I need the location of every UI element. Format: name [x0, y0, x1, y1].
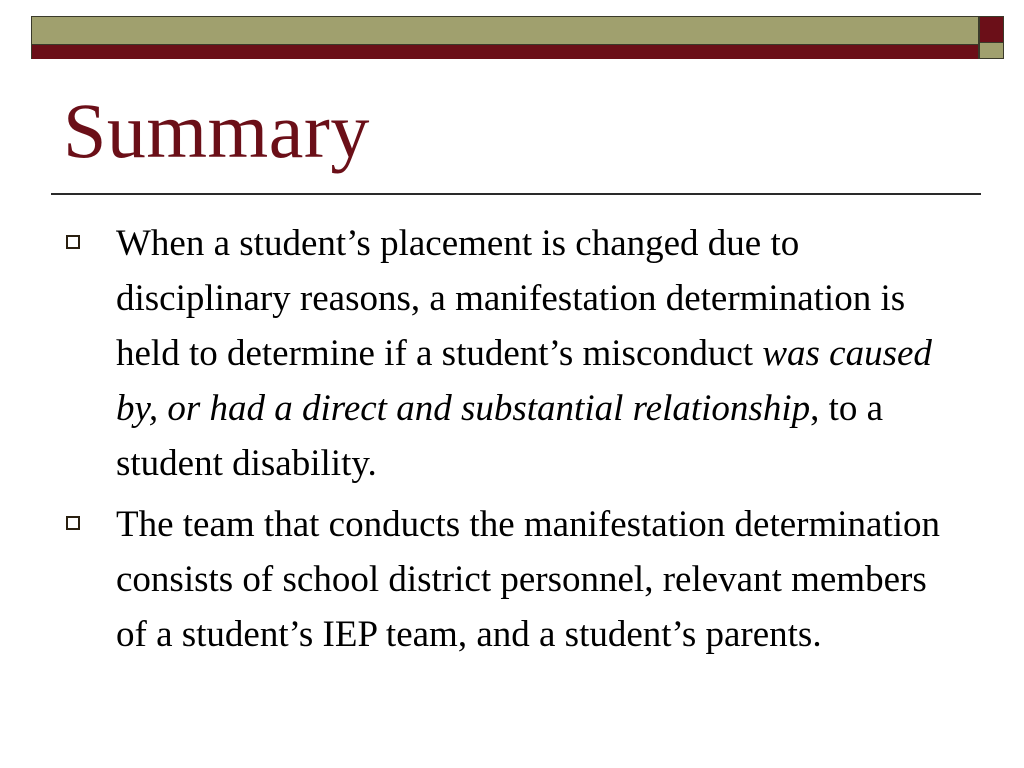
hollow-square-icon [66, 235, 80, 249]
bullet-text-part: , to a student disability. [116, 388, 884, 484]
corner-olive-square [979, 42, 1004, 59]
title-divider [51, 193, 981, 195]
hollow-square-icon [66, 516, 80, 530]
bullet-text-part: When a student’s placement is changed due to disciplinary reasons, a manifestation determination is held to determine if a student’s misconduct [116, 223, 906, 374]
banner-olive-stripe [32, 17, 978, 44]
bullet-text-italic: was caused by, or had a direct and substantial relationship [116, 333, 932, 429]
banner-maroon-stripe [32, 44, 978, 59]
bullet-text [116, 223, 932, 484]
corner-maroon-square [979, 16, 1004, 43]
bullet-text [116, 504, 940, 655]
slide-title: Summary [63, 87, 370, 174]
bullet-item [66, 497, 966, 662]
bullet-item [66, 216, 966, 491]
bullet-text-part: The team that conducts the manifestation determination consists of school district personnel, relevant members of a student’s IEP team, and a student’s parents. [116, 504, 941, 655]
bullet-list [66, 216, 966, 668]
header-banner [31, 16, 979, 59]
